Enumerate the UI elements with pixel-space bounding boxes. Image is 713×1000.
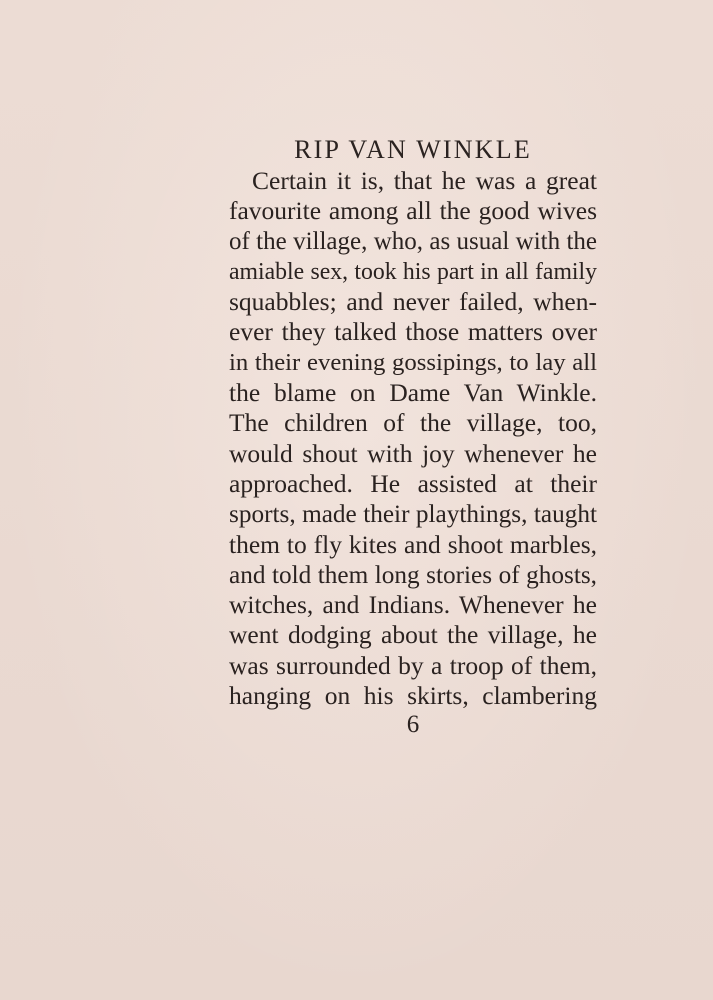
text-line: in their evening gossipings, to lay all <box>229 348 597 376</box>
text-line: ever they talked those matters over <box>229 317 597 347</box>
text-line: witches, and Indians. Whenever he <box>229 590 597 620</box>
text-line: the blame on Dame Van Winkle. <box>229 378 597 408</box>
text-line: favourite among all the good wives <box>229 196 597 226</box>
text-line: was surrounded by a troop of them, <box>229 650 597 680</box>
text-line: and told them long stories of ghosts, <box>229 560 597 589</box>
text-line: them to fly kites and shoot marbles, <box>229 529 597 559</box>
body-paragraph <box>229 166 597 711</box>
text-line: approached. He assisted at their <box>229 468 597 498</box>
text-line: amiable sex, took his part in all family <box>229 258 597 285</box>
text-line: squabbles; and never failed, when- <box>229 287 597 317</box>
text-line: of the village, who, as usual with the <box>229 227 597 255</box>
text-line: Certain it is, that he was a great <box>252 166 597 195</box>
text-line: sports, made their playthings, taught <box>229 500 597 529</box>
page-number: 6 <box>406 711 420 738</box>
text-line: hanging on his skirts, clambering <box>229 681 597 711</box>
running-head: RIP VAN WINKLE <box>294 135 532 164</box>
text-line: went dodging about the village, he <box>229 620 597 650</box>
text-line: The children of the village, too, <box>229 408 597 438</box>
text-line: would shout with joy whenever he <box>229 438 597 468</box>
